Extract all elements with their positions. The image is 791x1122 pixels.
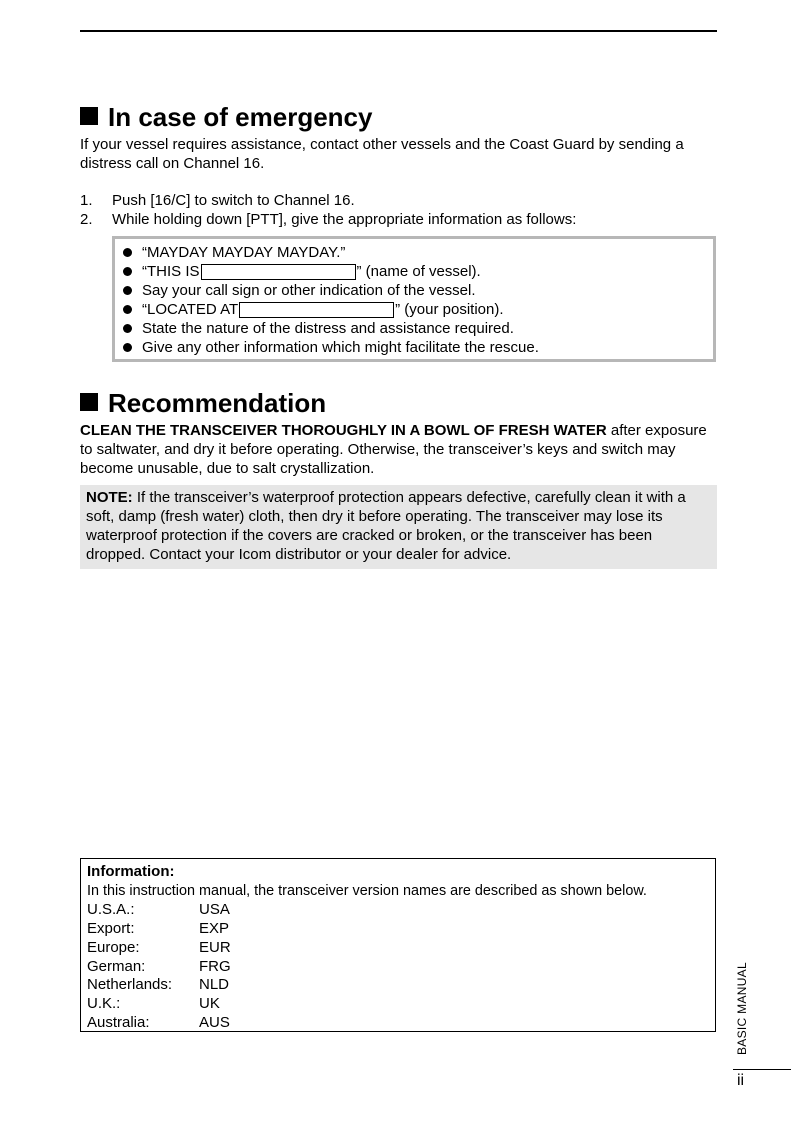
position-blank [239,302,394,318]
version-row [87,1014,715,1033]
version-region: German: [87,957,146,975]
bullet-icon [123,324,132,333]
information-box [80,858,716,1032]
version-code: USA [199,900,230,918]
bullet-icon [123,286,132,295]
emergency-steps [80,191,720,229]
located-prefix: “LOCATED AT [142,301,239,318]
emergency-intro: If your vessel requires assistance, contact other vessels and the Coast Guard by sending a distress call on Channel 16. [80,136,684,172]
list-item [123,262,713,281]
version-code: EUR [199,938,231,956]
version-region: Australia: [87,1014,150,1032]
note-label: NOTE: [86,489,133,506]
version-region: Export: [87,919,135,937]
recommendation-body [80,421,720,478]
located-suffix: ” (your position). [395,301,504,318]
recommendation-heading [80,388,326,418]
version-row [87,995,715,1014]
recommendation-body-text: after exposure to saltwater, and dry it before operating. Otherwise, the transceiver’s keys and switch may become unusable, due to salt crystallization. [80,422,707,477]
version-row [87,901,715,920]
side-section-label: BASIC MANUAL [735,962,749,1055]
version-region: U.S.A.: [87,900,135,918]
distress-call-list [115,239,713,357]
mayday-text: “MAYDAY MAYDAY MAYDAY.” [142,244,346,261]
heading-square-icon [80,107,98,125]
list-item [123,300,713,319]
heading-square-icon [80,393,98,411]
page-number: ii [737,1072,745,1089]
version-code: UK [199,995,220,1013]
step-item [80,210,720,229]
version-code: FRG [199,957,231,975]
list-item [123,338,713,357]
version-row [87,958,715,977]
this-is-suffix: ” (name of vessel). [356,263,481,280]
nature-text: State the nature of the distress and assistance required. [142,320,514,337]
information-description: In this instruction manual, the transceiver version names are described as shown below. [87,882,647,899]
version-code: AUS [199,1014,230,1032]
list-item [123,319,713,338]
version-code: NLD [199,976,230,994]
version-code: EXP [199,919,230,937]
information-title: Information: [87,863,175,880]
call-sign-text: Say your call sign or other indication of the vessel. [142,282,476,299]
version-row [87,939,715,958]
version-row [87,920,715,939]
step-text: While holding down [PTT], give the appropriate information as follows: [112,211,577,228]
version-region: Europe: [87,938,140,956]
version-row [87,976,715,995]
distress-call-box [112,236,716,362]
bullet-icon [123,248,132,257]
top-rule [80,30,717,32]
step-item [80,191,720,210]
note-box [80,485,717,569]
version-region: U.K.: [87,995,121,1013]
version-region: Netherlands: [87,976,173,994]
this-is-prefix: “THIS IS [142,263,200,280]
note-text: If the transceiver’s waterproof protection appears defective, carefully clean it with a soft, damp (fresh water) cloth, then dry it before operating. The transceiver may lose its waterproof protection if the covers are cracked or broken, or the transceiver has been dropped. Contact your Icom distributor or your dealer for advice. [86,489,686,563]
step-number: 2. [80,211,93,228]
bullet-icon [123,267,132,276]
list-item [123,243,713,262]
vessel-name-blank [201,264,356,280]
side-rule [733,1069,791,1070]
bullet-icon [123,343,132,352]
bullet-icon [123,305,132,314]
recommendation-heading-text: Recommendation [108,388,327,418]
note-paragraph [80,485,717,564]
step-text: Push [16/C] to switch to Channel 16. [112,192,355,209]
list-item [123,281,713,300]
emergency-heading [80,102,372,132]
step-number: 1. [80,192,93,209]
emergency-heading-text: In case of emergency [108,102,373,132]
recommendation-bold-lead: CLEAN THE TRANSCEIVER THOROUGHLY IN A BOWL OF FRESH WATER [80,422,607,439]
other-info-text: Give any other information which might facilitate the rescue. [142,339,539,356]
